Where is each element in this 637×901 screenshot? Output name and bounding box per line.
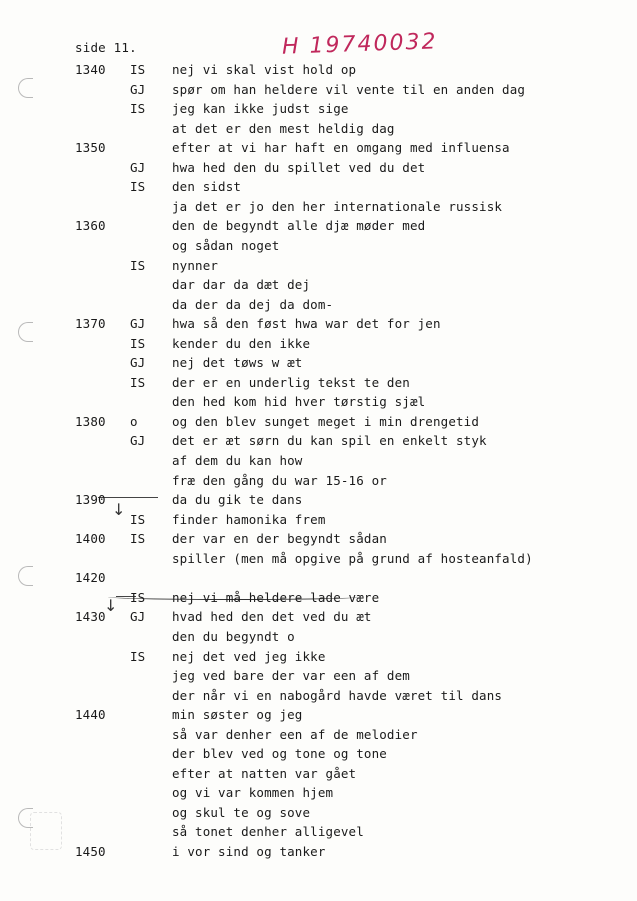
- utterance-text: og den blev sunget meget i min drengetid: [172, 413, 480, 429]
- transcript-line: [0, 101, 637, 119]
- utterance-text: det er æt sørn du kan spil en enkelt styk: [172, 433, 487, 449]
- transcript-line: [0, 297, 637, 315]
- transcript-line: [0, 199, 637, 217]
- transcript-line: [0, 649, 637, 667]
- utterance-text: der blev ved og tone og tone: [172, 746, 387, 762]
- utterance-text: i vor sind og tanker: [172, 844, 326, 859]
- utterance-text: og vi var kommen hjem: [172, 785, 334, 801]
- speaker-code: IS: [130, 648, 146, 664]
- transcript-line: [0, 62, 637, 80]
- transcript-line: [0, 140, 637, 158]
- utterance-text: nej vi skal vist hold op: [172, 62, 357, 77]
- utterance-text: hwa så den føst hwa war det for jen: [172, 316, 441, 332]
- transcript-line: [0, 258, 637, 276]
- transcript-line: [0, 492, 637, 510]
- line-counter: 1400: [75, 531, 106, 547]
- utterance-text: der er en underlig tekst te den: [172, 374, 410, 390]
- transcript-line: [0, 160, 637, 178]
- utterance-text: hvad hed den det ved du æt: [172, 609, 372, 625]
- transcript-line: [0, 355, 637, 373]
- transcript-line: [0, 551, 637, 569]
- transcript-line: [0, 668, 637, 686]
- utterance-text: og skul te og sove: [172, 804, 311, 820]
- utterance-text: kender du den ikke: [172, 335, 311, 351]
- speaker-code: GJ: [130, 355, 146, 371]
- transcript-line: [0, 512, 637, 530]
- line-counter: 1450: [75, 844, 106, 859]
- utterance-text: spiller (men må opgive på grund af hosteanfald): [172, 550, 533, 566]
- transcript-line: [0, 121, 637, 139]
- utterance-text: efter at vi har haft en omgang med influensa: [172, 140, 510, 156]
- line-counter: 1360: [75, 218, 106, 234]
- speaker-code: IS: [130, 179, 146, 195]
- transcript-line: [0, 473, 637, 491]
- speaker-code: IS: [130, 101, 146, 117]
- transcript-line: [0, 785, 637, 803]
- utterance-text: nej det ved jeg ikke: [172, 648, 326, 664]
- speaker-code: IS: [130, 257, 146, 273]
- transcript-line: [0, 316, 637, 334]
- utterance-text: jeg ved bare der var een af dem: [172, 668, 410, 684]
- transcript-line: [0, 707, 637, 725]
- transcript-line: [0, 805, 637, 823]
- speaker-code: GJ: [130, 609, 146, 625]
- transcript-line: [0, 179, 637, 197]
- speaker-code: GJ: [130, 81, 146, 97]
- line-counter: 1370: [75, 316, 106, 332]
- utterance-text: den du begyndt o: [172, 628, 295, 644]
- transcript-line: [0, 746, 637, 764]
- utterance-text: finder hamonika frem: [172, 511, 326, 527]
- transcript-line: [0, 688, 637, 706]
- transcript-line: [0, 394, 637, 412]
- speaker-code: GJ: [130, 433, 146, 449]
- line-counter: 1440: [75, 707, 106, 723]
- transcript-line: [0, 238, 637, 256]
- utterance-text: fræ den gång du war 15-16 or: [172, 472, 387, 488]
- speaker-code: o: [130, 413, 138, 429]
- transcript-line: [0, 375, 637, 393]
- utterance-text: så var denher een af de melodier: [172, 726, 418, 742]
- line-counter: 1380: [75, 413, 106, 429]
- transcript-line: [0, 453, 637, 471]
- transcript-line: [0, 433, 637, 451]
- speaker-code: GJ: [130, 159, 146, 175]
- utterance-text: hwa hed den du spillet ved du det: [172, 159, 426, 175]
- utterance-text: jeg kan ikke judst sige: [172, 101, 349, 117]
- line-counter: 1350: [75, 140, 106, 156]
- transcript-line: [0, 766, 637, 784]
- utterance-text: min søster og jeg: [172, 707, 303, 723]
- utterance-text: nej vi må heldere lade være: [172, 589, 380, 605]
- utterance-text: efter at natten var gået: [172, 765, 357, 781]
- utterance-text: da der da dej da dom-: [172, 296, 334, 312]
- transcript-line: [0, 218, 637, 236]
- transcript-line: [0, 82, 637, 100]
- transcript-line: [0, 570, 637, 588]
- utterance-text: da du gik te dans: [172, 492, 303, 508]
- utterance-text: nynner: [172, 257, 219, 273]
- line-counter: 1390: [75, 492, 106, 508]
- speaker-code: IS: [130, 589, 146, 605]
- transcript-line: [0, 727, 637, 745]
- utterance-text: dar dar da dæt dej: [172, 277, 311, 293]
- line-counter: 1420: [75, 570, 106, 586]
- utterance-text: at det er den mest heldig dag: [172, 120, 395, 136]
- utterance-text: så tonet denher alligevel: [172, 824, 364, 840]
- down-arrow-icon: ↓: [104, 596, 118, 615]
- speaker-code: IS: [130, 531, 146, 547]
- transcript-line: [0, 844, 637, 862]
- line-counter: 1340: [75, 62, 106, 77]
- transcript-line: [0, 277, 637, 295]
- speaker-code: IS: [130, 335, 146, 351]
- speaker-code: GJ: [130, 316, 146, 332]
- utterance-text: der når vi en nabogård havde været til dans: [172, 687, 503, 703]
- utterance-text: den hed kom hid hver tørstig sjæl: [172, 394, 426, 410]
- line-counter: 1430: [75, 609, 106, 625]
- transcript-line: [0, 609, 637, 627]
- speaker-code: IS: [130, 374, 146, 390]
- speaker-code: IS: [130, 511, 146, 527]
- speaker-code: IS: [130, 62, 146, 77]
- transcript-line: [0, 531, 637, 549]
- transcript-line: [0, 590, 637, 608]
- transcript-line: [0, 336, 637, 354]
- down-arrow-icon: ↓: [112, 500, 126, 519]
- utterance-text: der var en der begyndt sådan: [172, 531, 387, 547]
- archive-number-handwritten: H 19740032: [281, 29, 438, 60]
- transcript-line: [0, 414, 637, 432]
- transcript-line: [0, 629, 637, 647]
- utterance-text: og sådan noget: [172, 237, 280, 253]
- utterance-text: den de begyndt alle djæ møder med: [172, 218, 426, 234]
- utterance-text: spør om han heldere vil vente til en anden dag: [172, 81, 526, 97]
- utterance-text: ja det er jo den her internationale russisk: [172, 198, 503, 214]
- transcript-line: [0, 824, 637, 842]
- utterance-text: den sidst: [172, 179, 242, 195]
- page-number-label: side 11.: [75, 40, 137, 55]
- utterance-text: nej det tøws w æt: [172, 355, 303, 371]
- utterance-text: af dem du kan how: [172, 453, 303, 468]
